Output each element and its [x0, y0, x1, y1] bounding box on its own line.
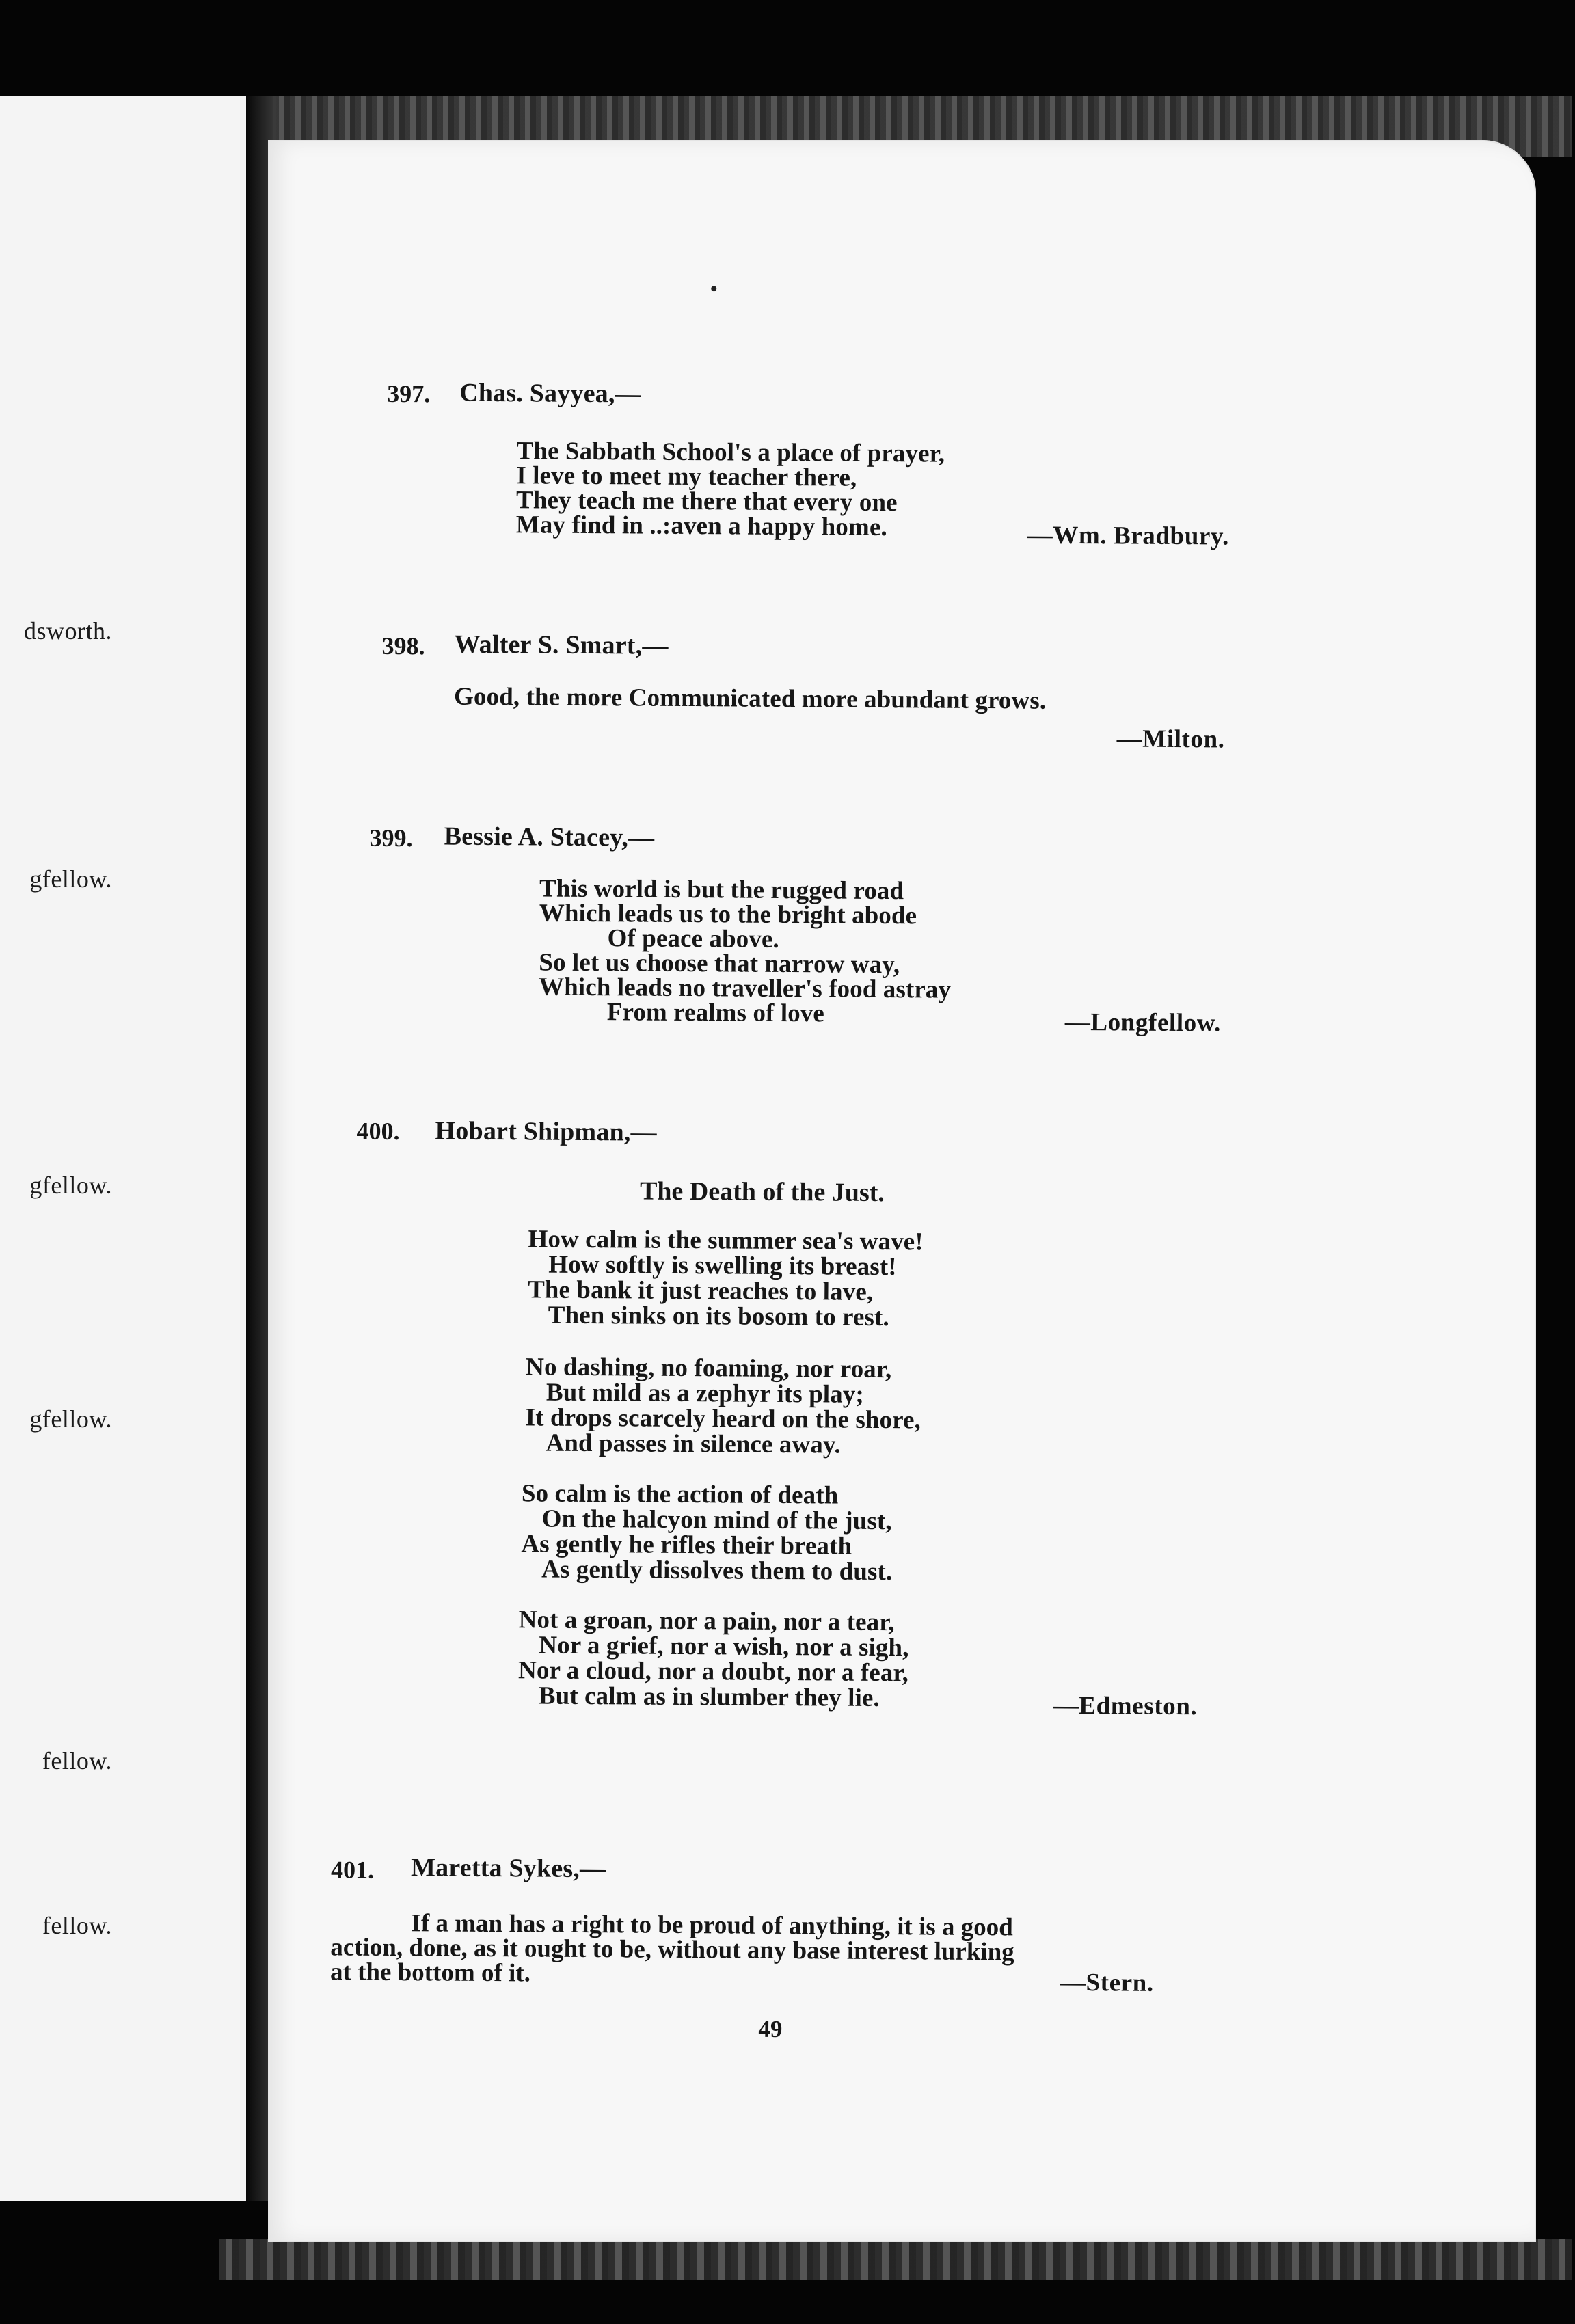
page-number: 49 — [758, 2015, 783, 2043]
prose-line: Good, the more Communicated more abundant grows. — [453, 682, 1047, 715]
attribution: —Milton. — [1116, 725, 1225, 754]
poem-line: As gently he rifles their breath — [521, 1530, 852, 1560]
entry-name: Chas. Sayyea,— — [459, 378, 641, 409]
right-page — [268, 140, 1536, 2242]
poem-line: But calm as in slumber they lie. — [538, 1681, 880, 1712]
poem-line: They teach me there that every one — [515, 486, 898, 517]
entry-number: 398. — [381, 632, 425, 660]
left-page-edge-text: gfellow. — [29, 1405, 112, 1433]
prose-line: action, done, as it ought to be, without any base interest lurking — [330, 1933, 1014, 1967]
poem-line: And passes in silence away. — [546, 1429, 841, 1459]
attribution: —Edmeston. — [1053, 1691, 1198, 1721]
left-page-edge-text: gfellow. — [29, 1172, 112, 1199]
page-content — [260, 136, 1542, 2247]
entry-number: 401. — [330, 1856, 375, 1884]
poem-line: The Sabbath School's a place of prayer, — [516, 437, 945, 468]
left-page-edge-text: dsworth. — [24, 617, 112, 645]
prose-line: at the bottom of it. — [329, 1958, 531, 1988]
entry-number: 399. — [369, 824, 413, 852]
left-page-edge-text: gfellow. — [29, 865, 112, 893]
poem-line: On the halcyon mind of the just, — [541, 1504, 892, 1536]
poem-line: No dashing, no foaming, nor roar, — [526, 1353, 892, 1384]
poem-line: Nor a cloud, nor a doubt, nor a fear, — [517, 1656, 909, 1688]
poem-line: I leve to meet my teacher there, — [516, 461, 857, 492]
entry-number: 400. — [356, 1117, 400, 1146]
poem-title: The Death of the Just. — [639, 1176, 885, 1208]
poem-line: Nor a grief, nor a wish, nor a sigh, — [539, 1631, 909, 1662]
poem-line: This world is but the rugged road — [539, 874, 904, 906]
poem-line: But mild as a zephyr its play; — [546, 1378, 864, 1409]
left-page-edge-text: fellow. — [42, 1912, 112, 1939]
poem-line: May find in ..:aven a happy home. — [515, 511, 887, 542]
poem-line: The bank it just reaches to lave, — [527, 1275, 874, 1306]
poem-line: How softly is swelling its breast! — [548, 1250, 897, 1282]
poem-line: Which leads no traveller's food astray — [538, 973, 952, 1004]
poem-line: As gently dissolves them to dust. — [541, 1555, 893, 1586]
left-page — [0, 96, 250, 2201]
entry-name: Hobart Shipman,— — [435, 1116, 657, 1147]
entry-number: 397. — [387, 379, 431, 408]
poem-line: So let us choose that narrow way, — [539, 948, 900, 979]
poem-line: How calm is the summer sea's wave! — [528, 1225, 924, 1256]
poem-line: So calm is the action of death — [521, 1479, 839, 1510]
poem-line: Of peace above. — [607, 924, 779, 954]
poem-line: From realms of love — [606, 998, 825, 1028]
poem-line: Not a groan, nor a pain, nor a tear, — [518, 1606, 895, 1637]
poem-line: It drops scarcely heard on the shore, — [525, 1403, 921, 1435]
attribution: —Longfellow. — [1064, 1008, 1222, 1038]
entry-name: Maretta Sykes,— — [410, 1853, 606, 1884]
entry-name: Bessie A. Stacey,— — [444, 822, 655, 852]
prose-line: If a man has a right to be proud of anything, it is a good — [411, 1909, 1013, 1942]
left-page-edge-text: fellow. — [42, 1747, 112, 1774]
page-speck — [711, 286, 716, 291]
attribution: —Stern. — [1060, 1968, 1154, 1997]
attribution: —Wm. Bradbury. — [1027, 521, 1230, 551]
poem-line: Which leads us to the bright abode — [539, 899, 917, 930]
poem-line: Then sinks on its bosom to rest. — [548, 1301, 889, 1332]
entry-name: Walter S. Smart,— — [454, 630, 669, 660]
